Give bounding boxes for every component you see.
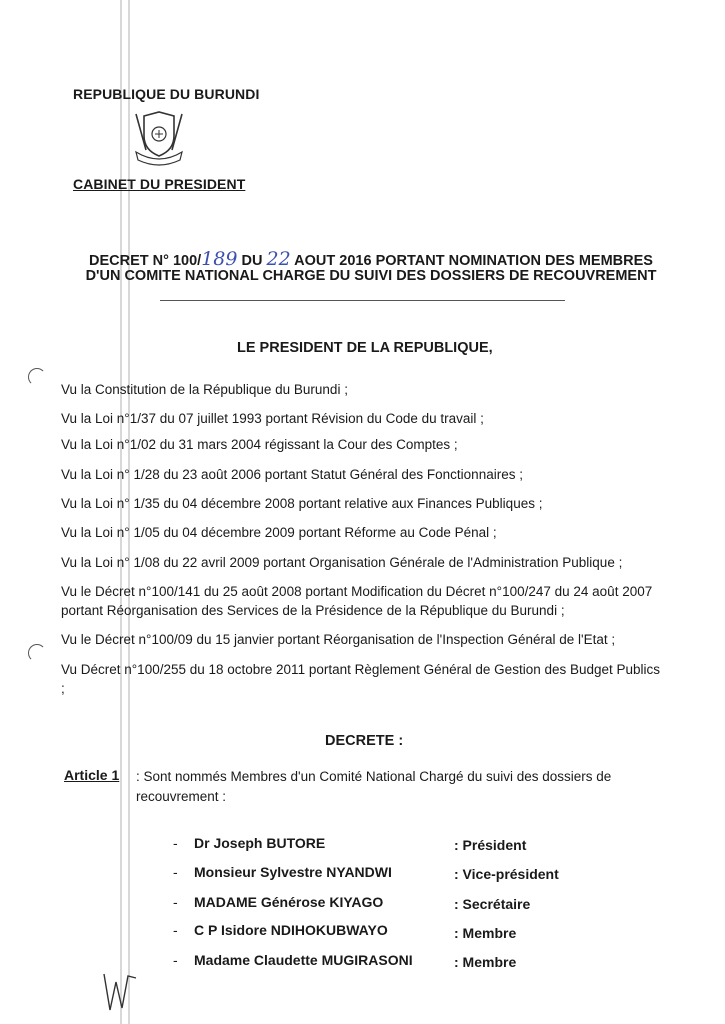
- visa-line: Vu la Loi n° 1/05 du 04 décembre 2009 portant Réforme au Code Pénal ;: [61, 525, 497, 540]
- visa-line: Vu la Loi n° 1/35 du 04 décembre 2008 portant relative aux Finances Publiques ;: [61, 496, 543, 511]
- decree-title-line1: [66, 248, 676, 270]
- article-1-text: : Sont nommés Membres d'un Comité National Chargé du suivi des dossiers de recouvrement :: [136, 769, 612, 804]
- member-role: : Président: [454, 837, 527, 853]
- member-dash: -: [173, 922, 178, 938]
- member-name: Monsieur Sylvestre NYANDWI: [194, 864, 392, 880]
- member-dash: -: [173, 894, 178, 910]
- member-name: MADAME Générose KIYAGO: [194, 894, 384, 910]
- visa-line: Vu Décret n°100/255 du 18 octobre 2011 portant Règlement Général de Gestion des Budget Publics ;: [61, 662, 661, 696]
- member-dash: -: [173, 835, 178, 851]
- punch-hole-mark: [28, 644, 46, 662]
- decree-prefix: DECRET N° 100/: [89, 253, 202, 269]
- punch-hole-mark: [28, 368, 46, 386]
- visa-line: Vu la Loi n°1/37 du 07 juillet 1993 portant Révision du Code du travail ;: [61, 411, 484, 426]
- member-dash: -: [173, 952, 178, 968]
- member-dash: -: [173, 864, 178, 880]
- coat-of-arms-emblem: [128, 110, 190, 170]
- member-role: : Secrétaire: [454, 896, 531, 912]
- member-name: Dr Joseph BUTORE: [194, 835, 326, 851]
- article-1-label: Article 1: [64, 767, 120, 783]
- handwritten-initials-mark: [100, 970, 140, 1014]
- decrete-heading: DECRETE :: [325, 733, 404, 749]
- member-name: Madame Claudette MUGIRASONI: [194, 952, 413, 968]
- decree-title-rest: AOUT 2016 PORTANT NOMINATION DES MEMBRES: [294, 253, 653, 269]
- title-divider: [160, 300, 565, 301]
- decree-title-line2: D'UN COMITE NATIONAL CHARGE DU SUIVI DES DOSSIERS DE RECOUVREMENT: [85, 268, 657, 284]
- president-heading: LE PRESIDENT DE LA REPUBLIQUE,: [237, 340, 493, 356]
- member-name: C P Isidore NDIHOKUBWAYO: [194, 922, 388, 938]
- visa-line: Vu la Loi n° 1/28 du 23 août 2006 portant Statut Général des Fonctionnaires ;: [61, 467, 523, 482]
- decree-number-handwritten: 189: [201, 248, 238, 270]
- member-role: : Vice-président: [454, 866, 559, 882]
- visa-line: Vu la Loi n° 1/08 du 22 avril 2009 portant Organisation Générale de l'Administration Publique ;: [61, 555, 623, 570]
- decree-du: DU: [241, 253, 263, 269]
- member-role: : Membre: [454, 954, 517, 970]
- office-heading: CABINET DU PRESIDENT: [73, 176, 246, 192]
- visa-line: Vu la Loi n°1/02 du 31 mars 2004 régissant la Cour des Comptes ;: [61, 437, 458, 452]
- country-heading: REPUBLIQUE DU BURUNDI: [73, 86, 260, 102]
- visa-line: Vu le Décret n°100/141 du 25 août 2008 portant Modification du Décret n°100/247 du 24 août 2007 portant Réorganisation des Services de la Présidence de la République du Burundi ;: [61, 584, 653, 618]
- member-role: : Membre: [454, 925, 517, 941]
- decree-day-handwritten: 22: [266, 248, 291, 270]
- visa-line: Vu la Constitution de la République du Burundi ;: [61, 382, 348, 397]
- visa-line: Vu le Décret n°100/09 du 15 janvier portant Réorganisation de l'Inspection Général de l'Etat ;: [61, 632, 616, 647]
